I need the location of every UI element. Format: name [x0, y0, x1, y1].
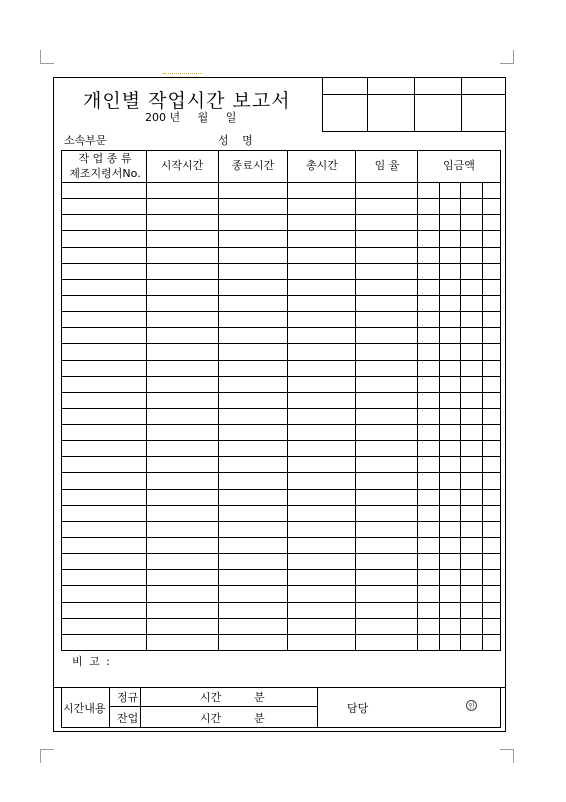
table-row-line: [62, 634, 500, 635]
table-row-line: [62, 230, 500, 231]
header-work-type: 작 업 종 류: [78, 152, 132, 165]
table-row-line: [62, 279, 500, 280]
overtime-minutes-unit: 분: [254, 712, 265, 725]
digit-column-divider: [460, 182, 461, 650]
time-section-hline: [109, 706, 317, 707]
table-row-line: [62, 618, 500, 619]
header-order-no: 제조지령서No.: [69, 167, 141, 180]
table-row-line: [62, 472, 500, 473]
table-row-line: [62, 456, 500, 457]
crop-mark: [40, 63, 54, 64]
department-label: 소속부문: [64, 134, 107, 147]
table-row-line: [62, 214, 500, 215]
crop-mark: [40, 50, 41, 64]
date-line: [145, 109, 250, 125]
crop-mark: [40, 749, 41, 763]
crop-mark: [513, 749, 514, 763]
remarks-divider: [53, 687, 506, 688]
time-section-left: [61, 687, 62, 727]
table-row-line: [62, 327, 500, 328]
table-row-line: [62, 247, 500, 248]
digit-column-divider: [482, 182, 483, 650]
time-section-vline: [140, 687, 141, 727]
digit-column-divider: [439, 182, 440, 650]
header-wage-amount: 임금액: [443, 159, 475, 172]
overtime-hours-unit: 시간: [200, 712, 222, 725]
date-month: 월: [197, 111, 209, 124]
crop-mark: [40, 749, 54, 750]
table-row-line: [62, 585, 500, 586]
time-section-vline: [317, 687, 318, 727]
table-row-line: [62, 392, 500, 393]
header-divider: [62, 182, 500, 183]
time-content-label: 시간내용: [63, 702, 106, 715]
table-row-line: [62, 311, 500, 312]
header-end-time: 종료시간: [231, 159, 275, 172]
regular-hours-unit: 시간: [200, 691, 222, 704]
header-start-time: 시작시간: [160, 159, 204, 172]
table-row-line: [62, 489, 500, 490]
table-row-line: [62, 569, 500, 570]
approval-box: [322, 77, 506, 132]
table-row-line: [62, 424, 500, 425]
cursor-marker: [163, 73, 201, 74]
table-row-line: [62, 440, 500, 441]
seal-icon: 인: [466, 700, 477, 711]
regular-minutes-unit: 분: [254, 691, 265, 704]
column-divider: [287, 151, 288, 650]
column-divider: [218, 151, 219, 650]
table-row-line: [62, 360, 500, 361]
table-row-line: [62, 521, 500, 522]
table-row-line: [62, 537, 500, 538]
crop-mark: [500, 749, 514, 750]
table-row-line: [62, 505, 500, 506]
table-row-line: [62, 376, 500, 377]
time-section-vline: [109, 687, 110, 727]
table-row-line: [62, 408, 500, 409]
date-year: 200 년: [145, 111, 181, 124]
column-divider: [146, 151, 147, 650]
crop-mark: [500, 63, 514, 64]
table-row-line: [62, 295, 500, 296]
column-divider: [417, 151, 418, 650]
name-label: 성 명: [218, 134, 253, 147]
remarks-label: 비 고 :: [72, 655, 110, 668]
form-title: 개인별 작업시간 보고서: [83, 90, 291, 112]
work-table: [61, 150, 501, 651]
manager-label: 담당: [347, 702, 369, 715]
date-day: 일: [225, 111, 237, 124]
time-section-bottom: [61, 727, 501, 728]
table-row-line: [62, 602, 500, 603]
header-total-time: 총시간: [306, 159, 338, 172]
table-row-line: [62, 198, 500, 199]
time-section-right: [500, 687, 501, 727]
regular-label: 정규: [117, 691, 139, 704]
crop-mark: [513, 50, 514, 64]
header-wage-rate: 임 율: [374, 159, 400, 172]
table-row-line: [62, 263, 500, 264]
table-row-line: [62, 553, 500, 554]
column-divider: [355, 151, 356, 650]
overtime-label: 잔업: [117, 712, 139, 725]
table-row-line: [62, 343, 500, 344]
